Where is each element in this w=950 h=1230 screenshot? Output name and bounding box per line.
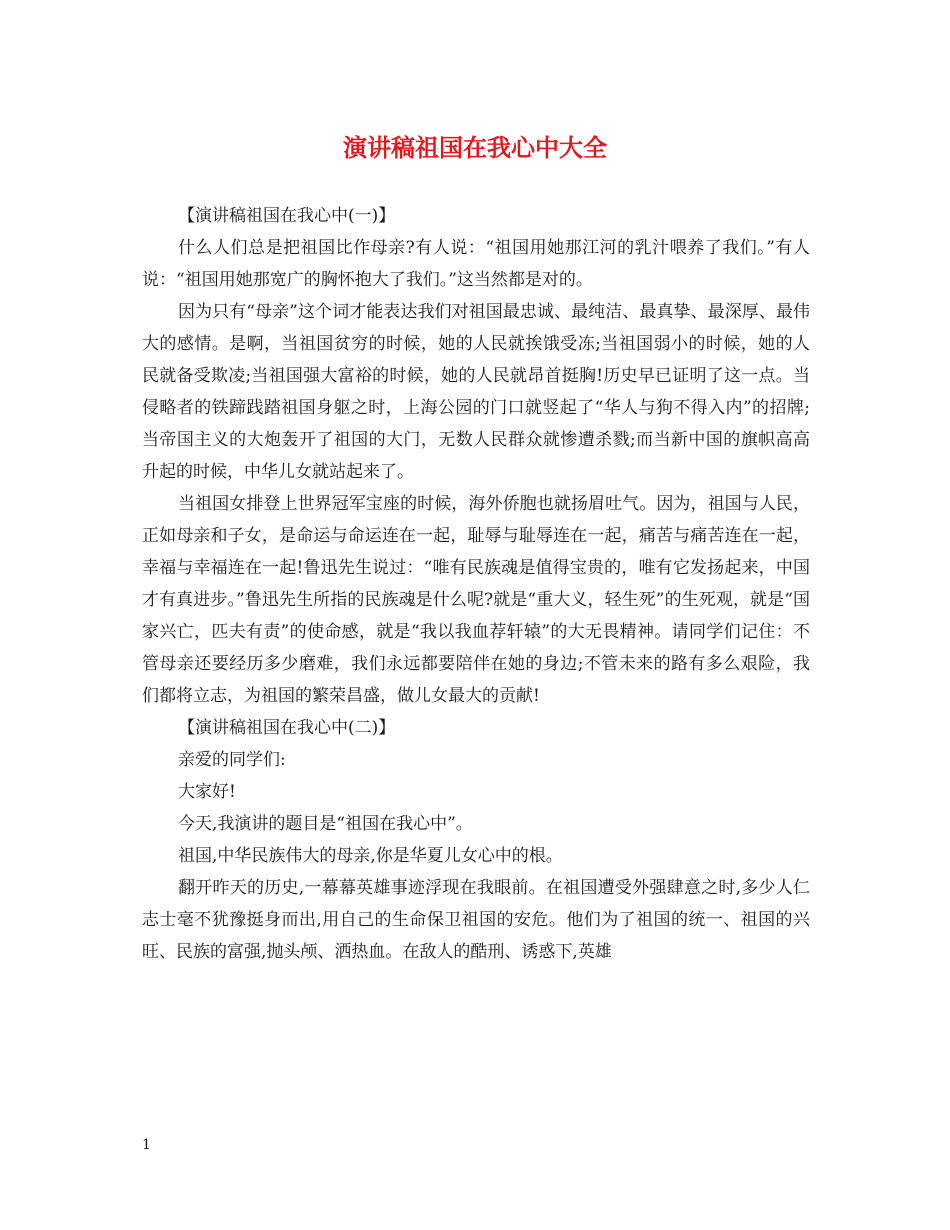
section-heading: 【演讲稿祖国在我心中(二)】: [178, 718, 396, 738]
paragraph: 祖国,中华民族伟大的母亲,你是华夏儿女心中的根。: [178, 846, 563, 866]
paragraph: 什么人们总是把祖国比作母亲?有人说：“祖国用她那江河的乳汁喂养了我们。”有人说：“祖国用她那宽广的胸怀抱大了我们。”这当然都是对的。: [142, 238, 810, 290]
page-number: 1: [142, 1137, 151, 1153]
paragraph: 大家好!: [178, 782, 236, 802]
paragraph: 亲爱的同学们:: [178, 750, 286, 770]
section-heading: 【演讲稿祖国在我心中(一)】: [178, 206, 396, 226]
paragraph: 今天,我演讲的题目是“祖国在我心中”。: [178, 814, 473, 834]
paragraph: 当祖国女排登上世界冠军宝座的时候，海外侨胞也就扬眉吐气。因为，祖国与人民，正如母亲和子女，是命运与命运连在一起，耻辱与耻辱连在一起，痛苦与痛苦连在一起，幸福与幸福连在一起!鲁迅先生说过：“唯有民族魂是值得宝贵的，唯有它发扬起来，中国才有真进步。”鲁迅先生所指的民族魂是什么呢?就是“重大义，轻生死”的生死观，就是“国家兴亡，匹夫有责”的使命感，就是“我以我血荐轩辕”的大无畏精神。请同学们记住：不管母亲还要经历多少磨难，我们永远都要陪伴在她的身边;不管未来的路有多么艰险，我们都将立志，为祖国的繁荣昌盛，做儿女最大的贡献!: [142, 494, 810, 706]
paragraph: 因为只有“母亲”这个词才能表达我们对祖国最忠诚、最纯洁、最真挚、最深厚、最伟大的感情。是啊，当祖国贫穷的时候，她的人民就挨饿受冻;当祖国弱小的时候，她的人民就备受欺凌;当祖国强大富裕的时候，她的人民就昂首挺胸!历史早已证明了这一点。当侵略者的铁蹄践踏祖国身躯之时，上海公园的门口就竖起了“华人与狗不得入内”的招牌;当帝国主义的大炮轰开了祖国的大门，无数人民群众就惨遭杀戮;而当新中国的旗帜高高升起的时候，中华儿女就站起来了。: [142, 302, 810, 482]
paragraph: 翻开昨天的历史,一幕幕英雄事迹浮现在我眼前。在祖国遭受外强肆意之时,多少人仁志士毫不犹豫挺身而出,用自己的生命保卫祖国的安危。他们为了祖国的统一、祖国的兴旺、民族的富强,抛头颅、洒热血。在敌人的酷刑、诱惑下,英雄: [142, 878, 810, 962]
document-body: [142, 200, 810, 968]
document-title: 演讲稿祖国在我心中大全: [343, 133, 607, 162]
